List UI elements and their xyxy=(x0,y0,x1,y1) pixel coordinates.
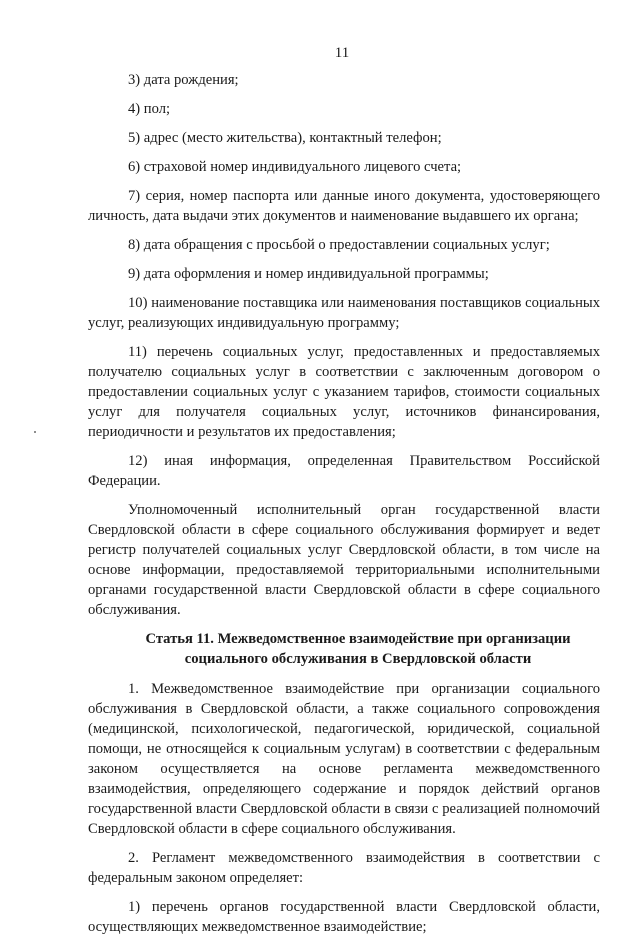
list-item: 10) наименование поставщика или наименования поставщиков социальных услуг, реализующих индивидуальную программу; xyxy=(88,295,600,331)
article-paragraph: 1) перечень органов государственной власти Свердловской области, осуществляющих межведомственное взаимодействие; xyxy=(88,899,600,935)
article-title-line: Статья 11. Межведомственное взаимодействие при организации xyxy=(145,631,571,647)
list-item: 3) дата рождения; xyxy=(128,72,239,88)
list-item: 7) серия, номер паспорта или данные иного документа, удостоверяющего личность, дата выдачи этих документов и наименование выдавшего их органа; xyxy=(88,188,600,224)
list-item: 9) дата оформления и номер индивидуальной программы; xyxy=(128,266,489,282)
page-number: 11 xyxy=(334,45,350,61)
margin-dot xyxy=(34,431,36,433)
article-paragraph: 2. Регламент межведомственного взаимодействия в соответствии с федеральным законом определяет: xyxy=(88,850,600,886)
list-item: 12) иная информация, определенная Правительством Российской Федерации. xyxy=(88,453,600,489)
page-body xyxy=(88,70,600,946)
article-title-line: социального обслуживания в Свердловской области xyxy=(184,651,532,667)
list-item: 6) страховой номер индивидуального лицевого счета; xyxy=(128,159,462,175)
list-item: 5) адрес (место жительства), контактный телефон; xyxy=(128,130,442,146)
article-title xyxy=(88,629,600,669)
article-paragraph: 1. Межведомственное взаимодействие при организации социального обслуживания в Свердловской области, а также социального сопровождения (медицинской, психологической, педагогической, юридической, социальной помощи, не относящейся к социальным услугам) в соответствии с федеральным законом осуществляется на основе регламента межведомственного взаимодействия, определяющего содержание и порядок действий органов государственной власти Свердловской области в связи с реализацией полномочий Свердловской области в сфере социального обслуживания. xyxy=(88,681,600,837)
list-item: 8) дата обращения с просьбой о предоставлении социальных услуг; xyxy=(128,237,550,253)
registry-paragraph: Уполномоченный исполнительный орган государственной власти Свердловской области в сфере социального обслуживания формирует и ведет регистр получателей социальных услуг Свердловской области, в том числе на основе информации, предоставляемой территориальными исполнительными органами государственной власти Свердловской области в сфере социального обслуживания. xyxy=(88,502,600,618)
list-item: 11) перечень социальных услуг, предоставленных и предоставляемых получателю социальных услуг в соответствии с заключенным договором о предоставлении социальных услуг с указанием тарифов, стоимости социальных услуг для получателя социальных услуг, источников финансирования, периодичности и результатов их предоставления; xyxy=(88,344,600,440)
list-item: 4) пол; xyxy=(128,101,171,117)
